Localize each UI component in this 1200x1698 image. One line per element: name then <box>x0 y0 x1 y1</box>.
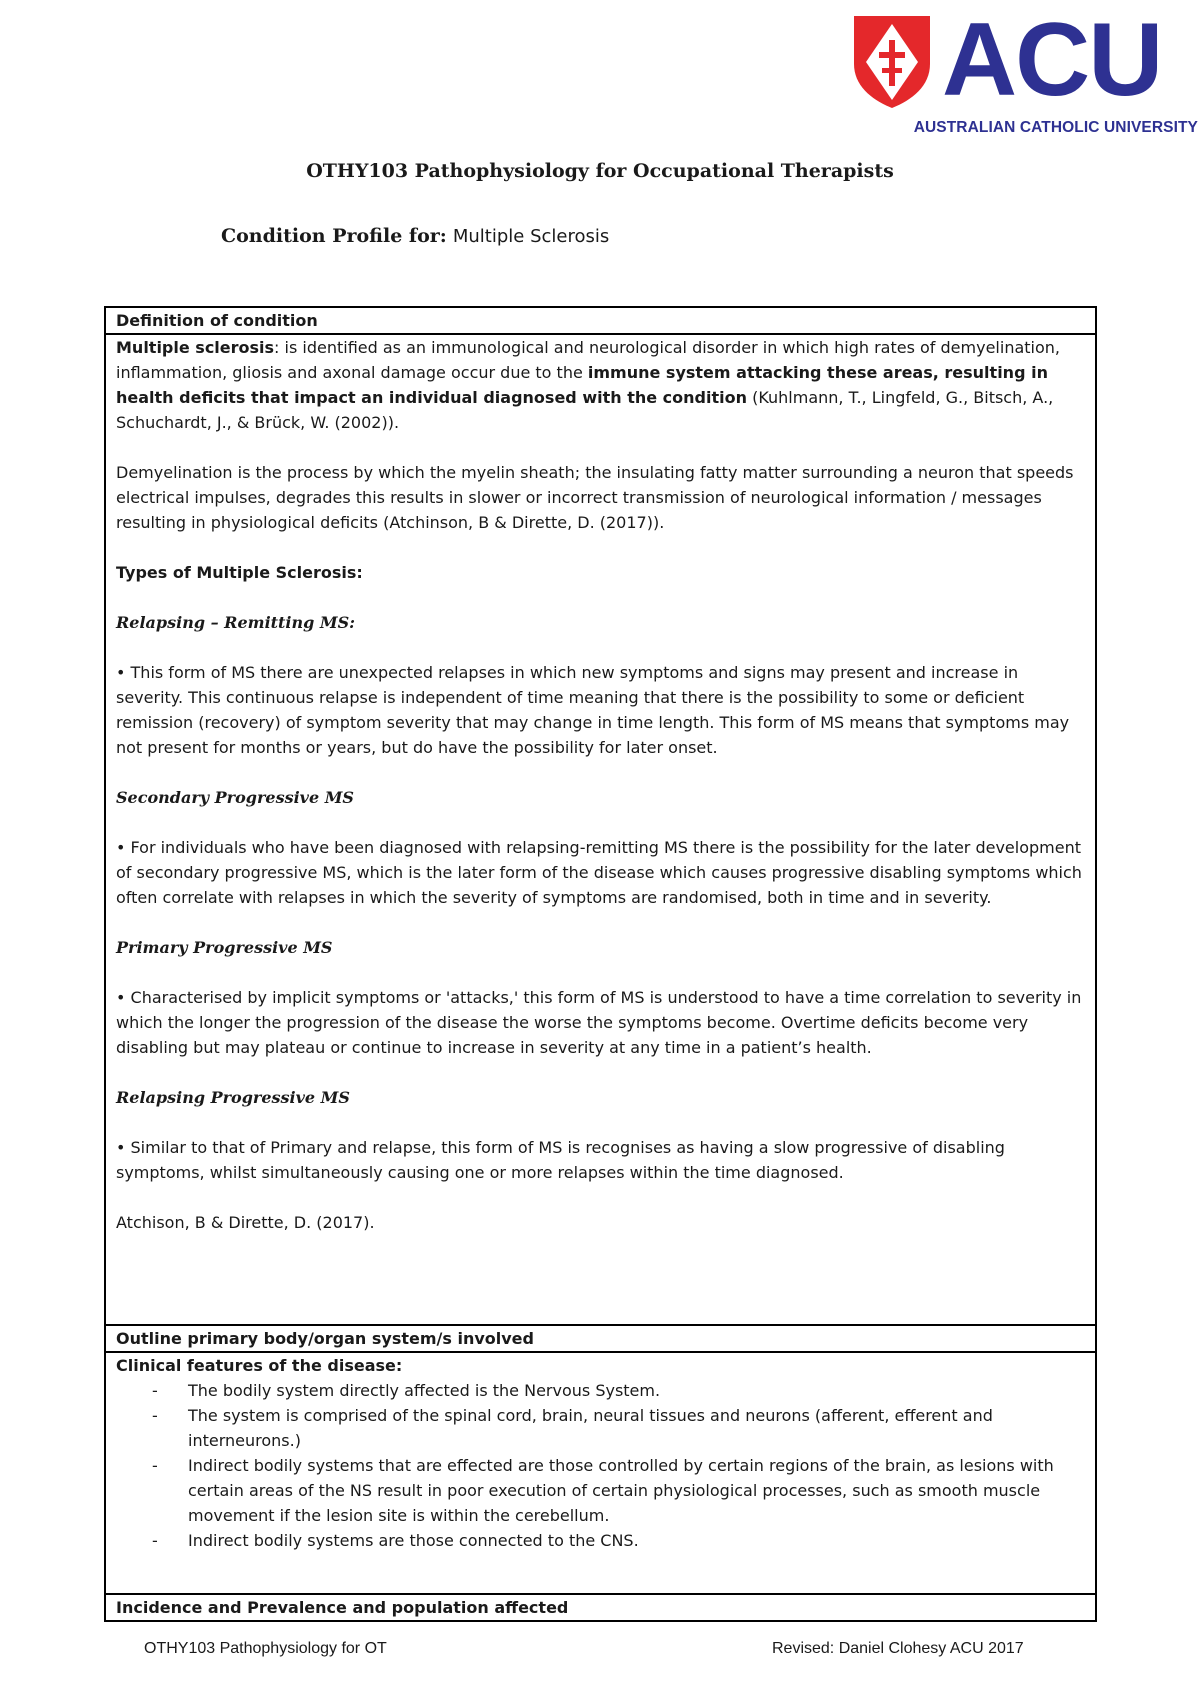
incidence-heading: Incidence and Prevalence and population affected <box>105 1594 1096 1621</box>
type-description: • Characterised by implicit symptoms or 'attacks,' this form of MS is understood to have a time correlation to severity in which the longer the progression of the disease the worse the symptoms become. Overtime deficits become very disabling but may plateau or continue to increase in severity at any time in a patient’s health. <box>116 988 1082 1057</box>
logo-wordmark: ACU <box>942 2 1162 118</box>
cross-shield-icon <box>852 14 932 110</box>
definition-emphasis: immune system attacking these areas, resulting in health deficits that impact an individual diagnosed with the condition <box>116 363 1048 407</box>
type-description: • Similar to that of Primary and relapse, this form of MS is recognises as having a slow progressive of disabling symptoms, whilst simultaneously causing one or more relapses within the time diagnosed. <box>116 1138 1005 1182</box>
demyelination-paragraph: Demyelination is the process by which the myelin sheath; the insulating fatty matter surrounding a neuron that speeds electrical impulses, degrades this results in slower or incorrect transmission of neurological information / messages resulting in physiological deficits (Atchinson, B & Dirette, D. (2017)). <box>116 463 1074 532</box>
definition-text: : is identified as an immunological and neurological disorder in which high rates of demyelination, inflammation, gliosis and axonal damage occur due to the <box>116 338 1060 382</box>
condition-profile-value: Multiple Sclerosis <box>452 226 610 247</box>
list-item: - The system is comprised of the spinal cord, brain, neural tissues and neurons (afferent, efferent and interneurons.) <box>188 1403 1085 1453</box>
list-item: - Indirect bodily systems that are effected are those controlled by certain regions of the brain, as lesions with certain areas of the NS result in poor execution of certain physiological processes, such as smooth muscle movement if the lesion site is within the cerebellum. <box>188 1453 1085 1528</box>
reference: Atchison, B & Dirette, D. (2017). <box>116 1213 375 1232</box>
types-heading: Types of Multiple Sclerosis: <box>116 563 363 582</box>
definition-body <box>105 334 1096 1325</box>
type-description: • This form of MS there are unexpected relapses in which new symptoms and signs may present and increase in severity. This continuous relapse is independent of time meaning that there is the possibility to some or deficient remission (recovery) of symptom severity that may change in time length. This form of MS means that symptoms may not present for months or years, but do have the possibility for later onset. <box>116 663 1070 757</box>
logo-university-name: AUSTRALIAN CATHOLIC UNIVERSITY <box>913 119 1198 136</box>
type-name: Relapsing Progressive MS <box>116 1088 350 1107</box>
footer-course: OTHY103 Pathophysiology for OT <box>144 1640 387 1657</box>
footer-revised: Revised: Daniel Clohesy ACU 2017 <box>772 1640 1024 1657</box>
type-name: Primary Progressive MS <box>116 938 333 957</box>
list-item: - The bodily system directly affected is the Nervous System. <box>188 1378 1085 1403</box>
acu-logo <box>852 2 1198 140</box>
definition-citation: (Kuhlmann, T., Lingfeld, G., Bitsch, A., Schuchardt, J., & Brück, W. (2002)). <box>116 388 1054 432</box>
condition-profile-table <box>104 306 1097 1622</box>
condition-profile-label: Condition Profile for: <box>221 225 447 247</box>
type-name: Relapsing – Remitting MS: <box>116 613 356 632</box>
condition-profile-line <box>221 225 609 247</box>
type-description: • For individuals who have been diagnosed with relapsing-remitting MS there is the possibility for the later development of secondary progressive MS, which is the later form of the disease which causes progressive disabling symptoms which often correlate with relapses in which the severity of symptoms are randomised, both in time and in severity. <box>116 838 1082 907</box>
list-item: - Indirect bodily systems are those connected to the CNS. <box>188 1528 1085 1553</box>
type-name: Secondary Progressive MS <box>116 788 354 807</box>
definition-paragraph <box>116 335 1085 435</box>
ms-term: Multiple sclerosis <box>116 338 275 357</box>
definition-heading: Definition of condition <box>105 307 1096 334</box>
clinical-features-list <box>116 1378 1085 1553</box>
document-title: OTHY103 Pathophysiology for Occupational Therapists <box>306 160 894 182</box>
organ-system-heading: Outline primary body/organ system/s involved <box>105 1325 1096 1352</box>
clinical-features-heading: Clinical features of the disease: <box>116 1356 403 1375</box>
organ-system-body <box>105 1352 1096 1594</box>
